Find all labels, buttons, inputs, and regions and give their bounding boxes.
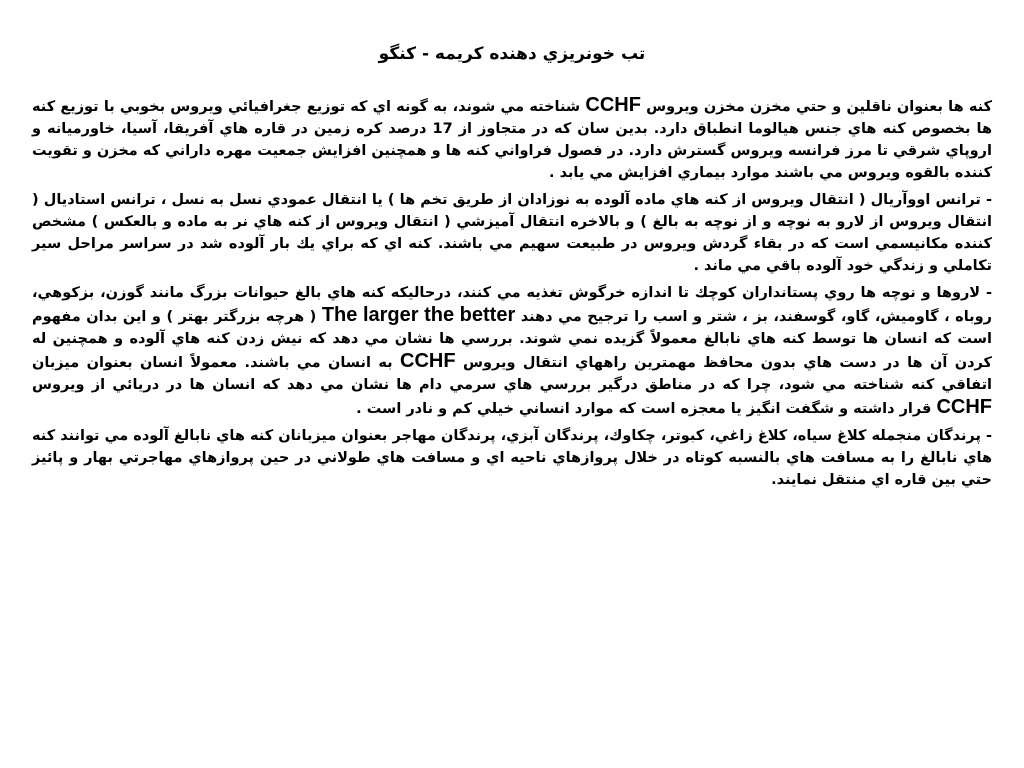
slide-title: تب خونريزي دهنده كريمه - كنگو — [378, 44, 646, 64]
paragraph-birds: - پرندگان منجمله كلاغ سياه، كلاغ زاغي، كبوتر، چكاوك، پرندگان آبزي، پرندگان مهاجر بعنوان ميزبانان كنه هاي نابالغ آلوده مي توانند كنه هاي نابالغ را به مسافت هاي بالنسبه كوتاه در خلال پروازهاي ناحيه اي و مسافت هاي طولاني در حين پروازهاي مهاجرتي بهار و پائيز حتي بين قاره اي منتقل نمايند. — [32, 428, 992, 488]
paragraph-text: كنه ها بعنوان ناقلين و حتي مخزن مخزن ويروس — [640, 99, 992, 115]
latin-term: CCHF — [585, 94, 641, 116]
paragraph-text: به انسان مي باشند. معمولاً انسان بعنوان ميزبان اتفاقي كنه شناخته مي شود، چرا كه در مناطق درگير بررسي هاي سرمي دام ها نشان مي دهد كه انسان ها در دريائي از ويروس — [32, 355, 992, 393]
paragraph-text: ( هرچه بزرگتر بهتر ) و اين بدان مفهوم است كه انسان ها توسط كنه هاي نابالغ معمولاً گزيده نمي شوند. بررسي ها نشان مي دهد كه نيش زدن كنه هاي آلوده و همچنين له كردن آن ها در دست هاي بدون محافظ مهمترين راههاي انتقال ويروس — [32, 309, 992, 371]
paragraph-text: قرار داشته و شگفت انگيز يا معجزه است كه موارد انساني خيلي كم و نادر است . — [356, 401, 937, 417]
paragraph-text: - لاروها و نوچه ها روي پستانداران كوچك تا اندازه خرگوش تغذيه مي كنند، درحاليكه كنه هاي بالغ حيوانات بزرگ مانند گوزن، بزكوهي، روباه ، گاوميش، گاو، گوسفند، بز ، شتر و اسب را ترجيح مي دهند — [32, 285, 992, 325]
paragraph-ticks-reservoir — [32, 94, 992, 184]
latin-term: CCHF — [400, 350, 456, 372]
latin-phrase: The larger the better — [321, 304, 516, 326]
paragraph-transmission-modes: - ترانس اووآريال ( انتقال ويروس از كنه هاي ماده آلوده به نوزادان از طريق تخم ها ) يا انتقال عمودي نسل به نسل ، ترانس استاديال ( انتقال ويروس از لارو به نوچه و از نوچه به بالغ ) و بالاخره انتقال آميزشي ( انتقال ويروس از كنه هاي نر به ماده و بالعكس ) مشخص كننده مكانيسمي است كه در بقاء گردش ويروس در طبيعت سهيم مي باشند. كنه اي كه براي يك بار آلوده شد در سراسر مراحل سير تكاملي و زندگي خود آلوده باقي مي ماند . — [32, 192, 992, 274]
paragraph-hosts — [32, 282, 992, 420]
paragraph-text: شناخته مي شوند، به گونه اي كه توزيع جغرافيائي ويروس بخوبي با توزيع كنه ها بخصوص كنه هاي جنس هيالوما انطباق دارد. بدين سان كه در متجاوز از 17 درصد كره زمين در قاره هاي آفريقا، آسيا، خاورميانه و اروپاي شرقي تا مرز فرانسه ويروس گسترش دارد. در فصول فراواني كنه ها و همچنين افزايش جمعيت مهره داراني كه مخزن و تقويت كننده بالقوه ويروس مي باشند موارد بيماري افزايش مي يابد . — [32, 99, 993, 181]
slide-body — [32, 94, 992, 496]
latin-term: CCHF — [936, 396, 992, 418]
